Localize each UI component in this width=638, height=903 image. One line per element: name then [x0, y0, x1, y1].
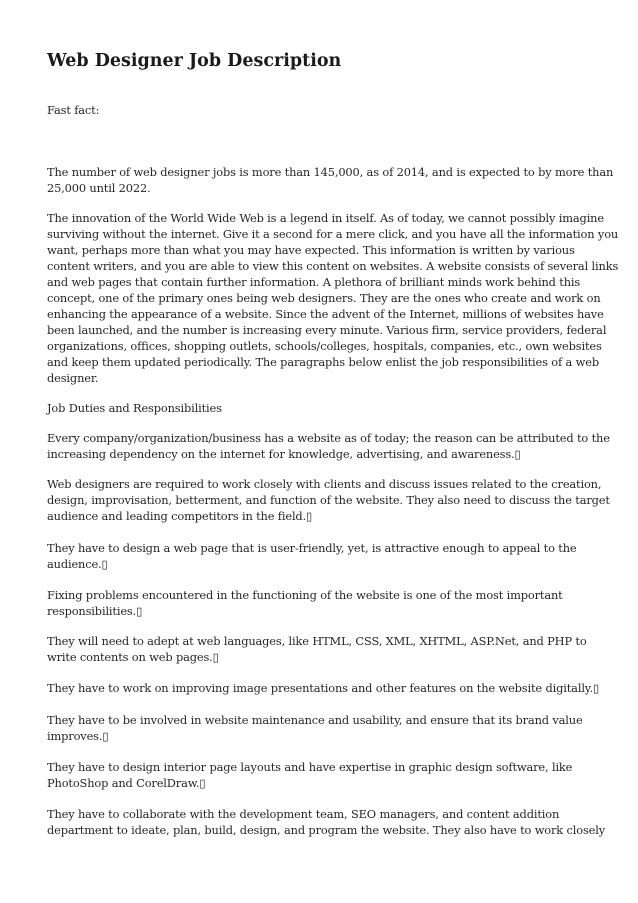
paragraph-duty [47, 712, 595, 744]
text-line: design, improvisation, betterment, and function of the website. They also need to discuss the target [47, 493, 610, 507]
paragraph-stats [47, 164, 614, 196]
text-line: department to ideate, plan, build, design, and program the website. They also have to work closely [47, 823, 606, 837]
text-line: They have to design a web page that is user-friendly, yet, is attractive enough to appeal to the [47, 541, 577, 555]
text-line: responsibilities.▯ [47, 604, 143, 618]
text-line: 25,000 until 2022. [47, 181, 151, 195]
text-line: Web designers are required to work closely with clients and discuss issues related to the creation, [47, 477, 602, 491]
text-line: concept, one of the primary ones being web designers. They are the ones who create and work on [47, 291, 601, 305]
paragraph-duty [47, 430, 610, 462]
text-line: been launched, and the number is increasing every minute. Various firm, service providers, federal [47, 323, 607, 337]
text-line: audience.▯ [47, 557, 108, 571]
text-line: They have to work on improving image presentations and other features on the website digitally.▯ [47, 681, 600, 695]
text-line: designer. [47, 371, 99, 385]
text-line: improves.▯ [47, 729, 109, 743]
text-line: increasing dependency on the internet for knowledge, advertising, and awareness.▯ [47, 447, 521, 461]
text-line: and keep them updated periodically. The paragraphs below enlist the job responsibilities of a web [47, 355, 600, 369]
fast-fact-label [47, 102, 595, 118]
text-line: organizations, offices, shopping outlets, schools/colleges, hospitals, companies, etc., own websites [47, 339, 602, 353]
text-line: They have to be involved in website maintenance and usability, and ensure that its brand value [47, 713, 583, 727]
text-line: Fast fact: [47, 103, 100, 117]
text-line: PhotoShop and CorelDraw.▯ [47, 776, 206, 790]
paragraph-duty [47, 806, 606, 838]
text-line: They have to design interior page layouts and have expertise in graphic design software, like [47, 760, 573, 774]
document-title: Web Designer Job Description [47, 51, 342, 71]
text-line: and web pages that contain further information. A plethora of brilliant minds work behind this [47, 275, 581, 289]
text-line: audience and leading competitors in the field.▯ [47, 509, 313, 523]
text-line: write contents on web pages.▯ [47, 650, 219, 664]
text-line: enhancing the appearance of a website. Since the advent of the Internet, millions of websites have [47, 307, 604, 321]
text-line: Every company/organization/business has a website as of today; the reason can be attributed to the [47, 431, 610, 445]
paragraph-duty [47, 633, 595, 665]
text-line: Job Duties and Responsibilities [47, 401, 222, 415]
text-line: They have to collaborate with the development team, SEO managers, and content addition [47, 807, 560, 821]
text-line: content writers, and you are able to view this content on websites. A website consists of several links [47, 259, 619, 273]
paragraph-duty [47, 759, 595, 791]
text-line: surviving without the internet. Give it a second for a mere click, and you have all the information you [47, 227, 619, 241]
text-line: want, perhaps more than what you may have expected. This information is written by various [47, 243, 575, 257]
paragraph-duty [47, 540, 595, 572]
text-line: The number of web designer jobs is more than 145,000, as of 2014, and is expected to by more than [47, 165, 614, 179]
paragraph-duty [47, 587, 595, 619]
section-heading-duties [47, 400, 595, 416]
text-line: They will need to adept at web languages, like HTML, CSS, XML, XHTML, ASP.Net, and PHP to [47, 634, 587, 648]
text-line: The innovation of the World Wide Web is a legend in itself. As of today, we cannot possibly imagine [47, 211, 604, 225]
paragraph-introduction [47, 210, 619, 386]
paragraph-duty [47, 476, 610, 524]
paragraph-duty [47, 680, 600, 696]
text-line: Fixing problems encountered in the functioning of the website is one of the most important [47, 588, 563, 602]
